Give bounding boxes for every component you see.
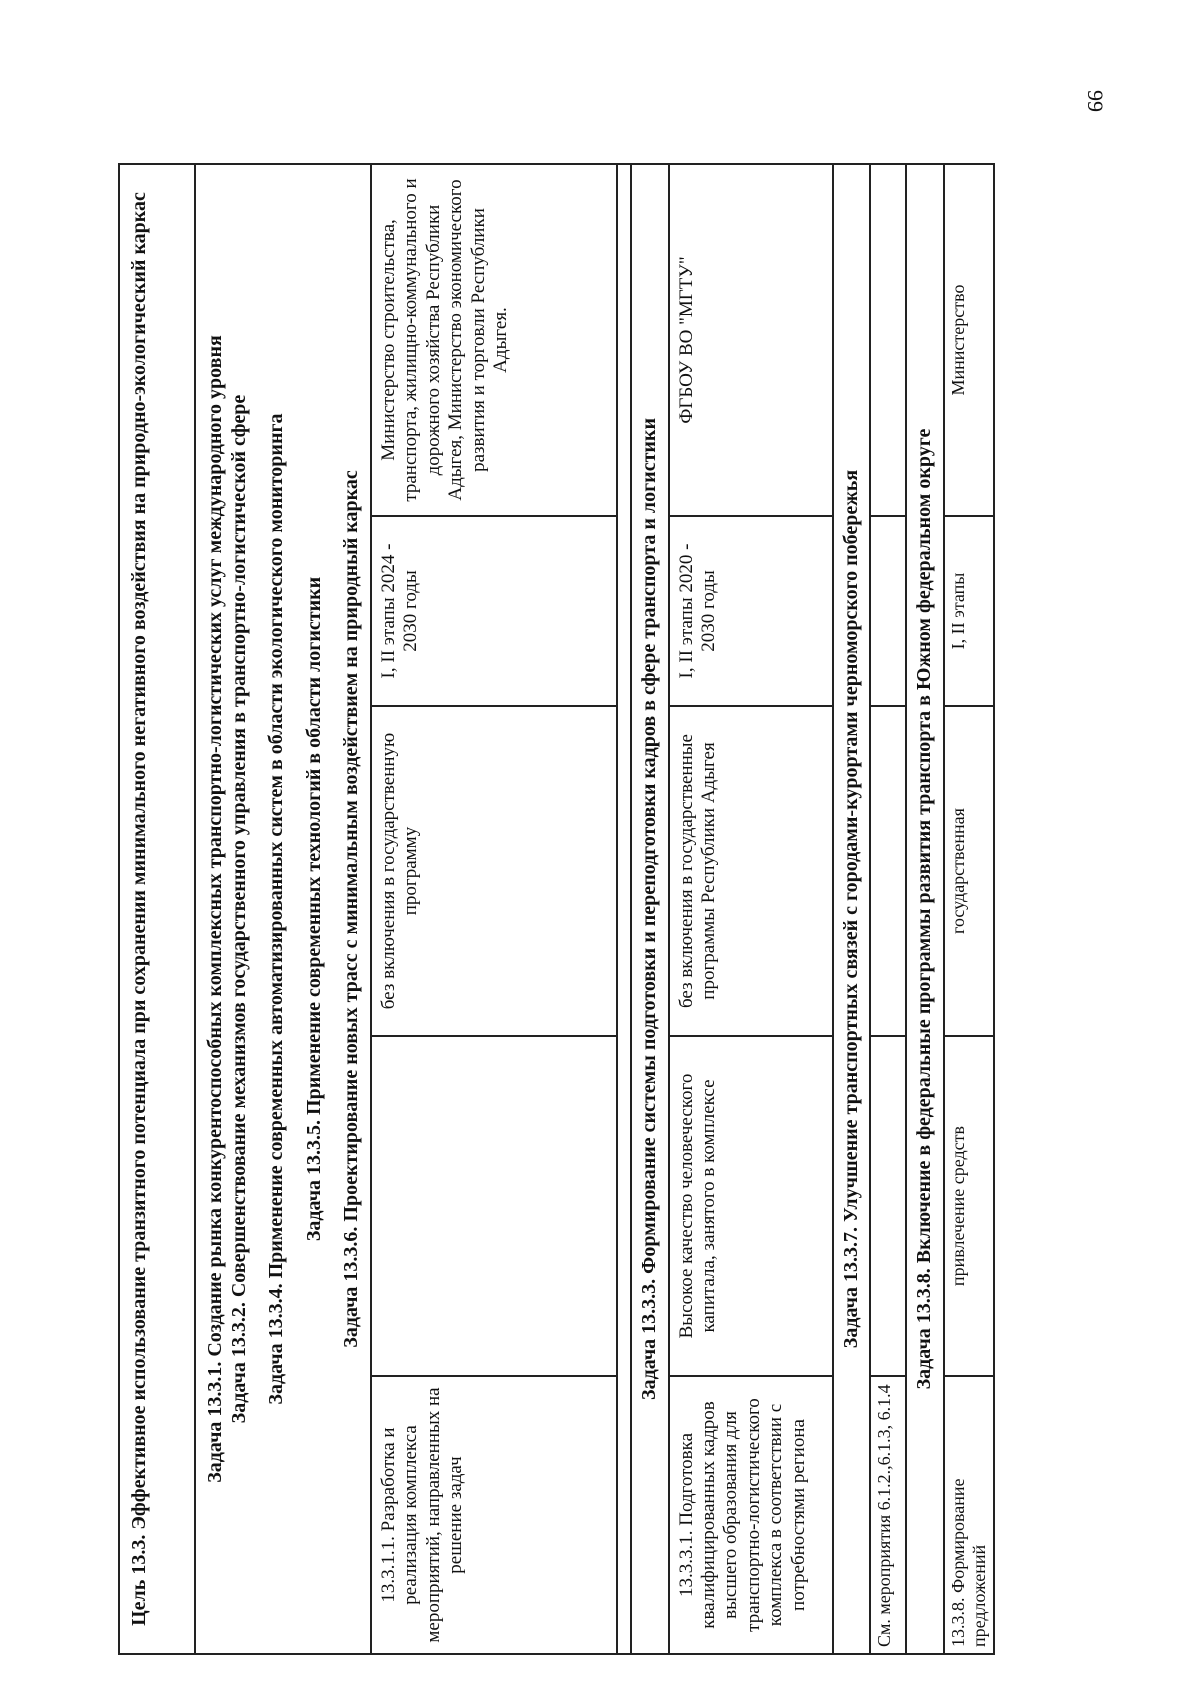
financing-cell: без включения в государственную программу [371, 706, 617, 1036]
measure-cell: 13.3.3.1. Подготовка квалифицированных кадров высшего образования для транспортно-логистического комплекса в соответствии с потребностями региона [669, 1376, 833, 1654]
tasks-row [195, 164, 371, 1654]
executor-cell: ФГБОУ ВО "МГТУ" [669, 164, 833, 516]
result-cell: Высокое качество человеческого капитала, занятого в комплексе [669, 1036, 833, 1376]
goal-row [119, 164, 195, 1654]
task-row [906, 164, 944, 1654]
task-13-3-1: Задача 13.3.1. Создание рынка конкурентоспособных комплексных транспортно-логистических услуг международного уровня [204, 335, 226, 1483]
term-cell: I, II этапы 2020 - 2030 годы [669, 516, 833, 706]
page-number: 99 [1083, 90, 1108, 112]
financing-cell: без включения в государственные программы Республики Адыгея [669, 706, 833, 1036]
result-cell: привлечение средств [944, 1036, 994, 1376]
term-cell: I, II этапы 2024 - 2030 годы [371, 516, 617, 706]
see-measures-cell: См. мероприятия 6.1.2.,6.1.3, 6.1.4 [870, 1376, 906, 1654]
term-cell: I, II этапы [944, 516, 994, 706]
task-row [631, 164, 669, 1654]
task-row [833, 164, 871, 1654]
task-13-3-8: Задача 13.3.8. Включение в федеральные программы развития транспорта в Южном федеральном округе [906, 164, 944, 1654]
table-row [870, 164, 906, 1654]
task-13-3-7: Задача 13.3.7. Улучшение транспортных связей с городами-курортами черноморского побережья [833, 164, 871, 1654]
task-13-3-2: Задача 13.3.2. Совершенствование механизмов государственного управления в транспортно-логистической сфере [227, 394, 250, 1424]
executor-cell: Министерство [944, 164, 994, 516]
plan-table [118, 163, 995, 1655]
rotated-table-container [118, 165, 1050, 1655]
table-row [371, 164, 617, 1654]
task-13-3-5: Задача 13.3.5. Применение современных технологий в области логистики [302, 576, 325, 1242]
measure-cell: 13.3.8. Формирование предложений [944, 1376, 994, 1654]
gap-row [617, 164, 631, 1654]
goal-heading: Цель 13.3. Эффективное использование транзитного потенциала при сохранении минимального негативного воздействия на природно-экологический каркас [119, 164, 195, 1654]
table-row [669, 164, 833, 1654]
measure-cell: 13.3.1.1. Разработка и реализация комплекса мероприятий, направленных на решение задач [371, 1376, 617, 1654]
executor-cell: Министерство строительства, транспорта, жилищно-коммунального и дорожного хозяйства Республики Адыгея, Министерство экономического развития и торговли Республики Адыгея. [371, 164, 617, 516]
task-13-3-4: Задача 13.3.4. Применение современных автоматизированных систем в области экологического мониторинга [265, 413, 288, 1405]
task-13-3-3: Задача 13.3.3. Формирование системы подготовки и переподготовки кадров в сфере транспорта и логистики [631, 164, 669, 1654]
table-row [944, 164, 994, 1654]
result-cell [371, 1036, 617, 1376]
financing-cell: государственная [944, 706, 994, 1036]
task-13-3-6: Задача 13.3.6. Проектирование новых трасс с минимальным воздействием на природный каркас [340, 470, 363, 1348]
